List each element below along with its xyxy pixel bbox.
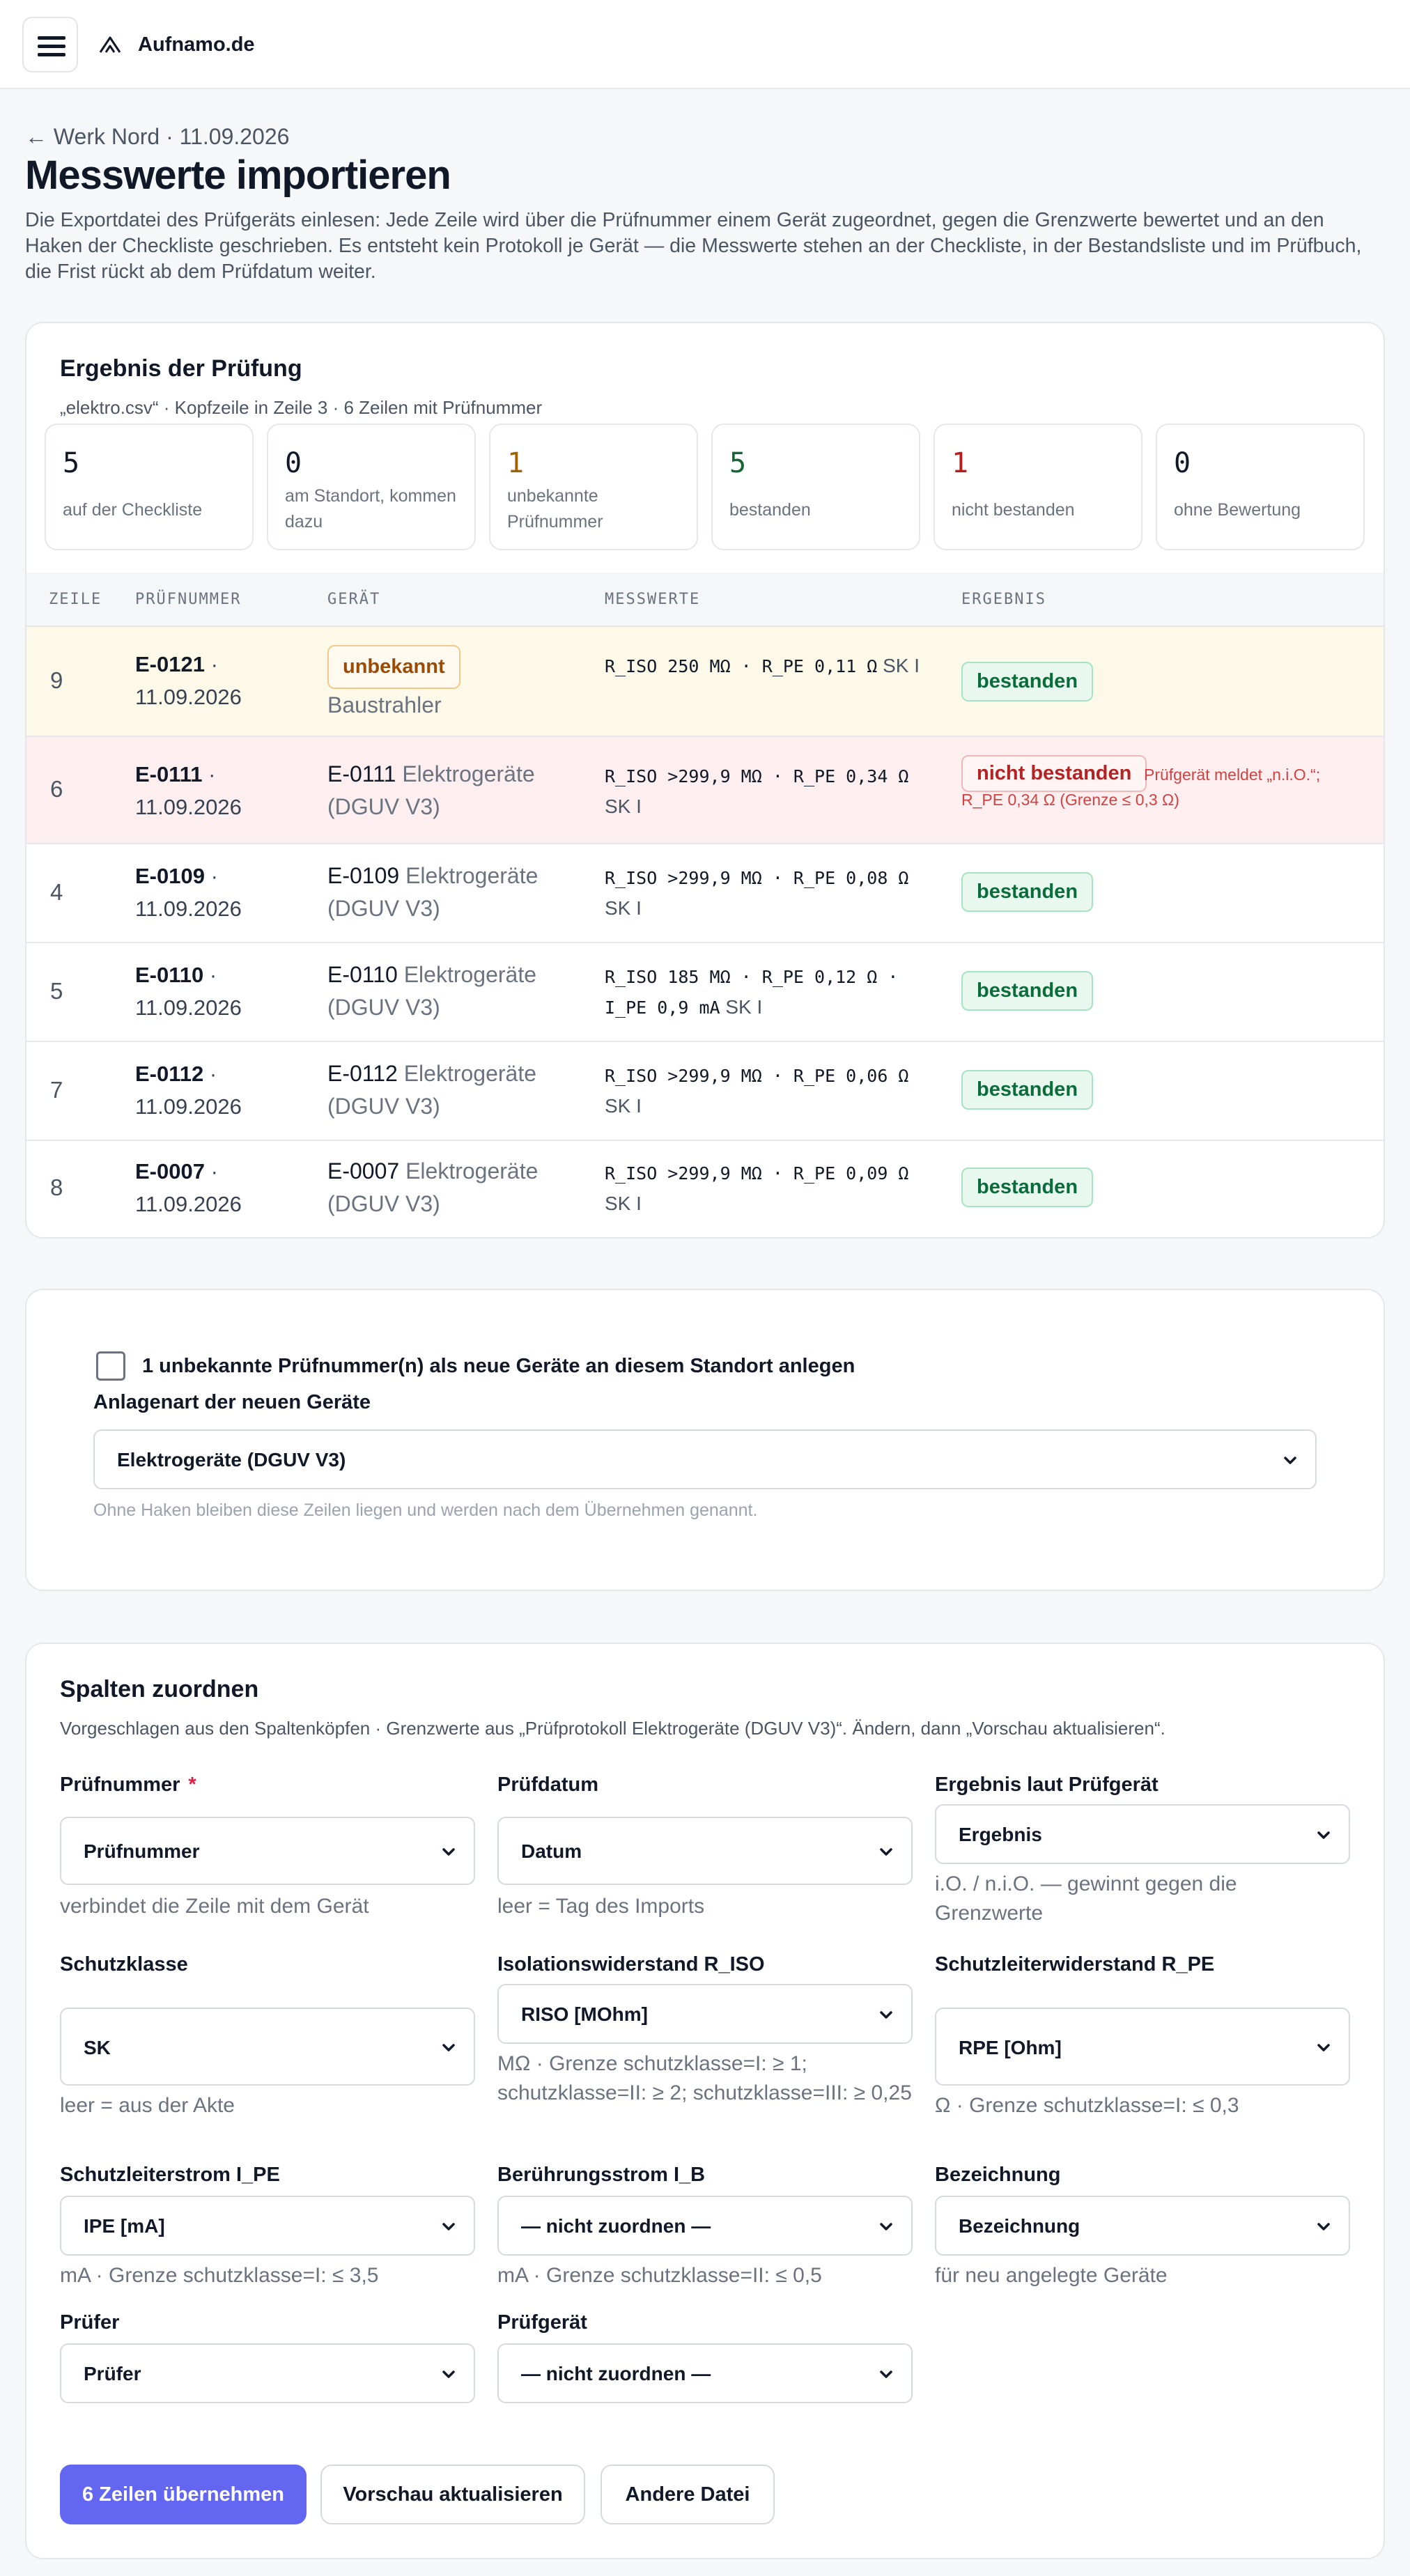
brand-name: Aufnamo.de	[138, 33, 255, 56]
row-result	[961, 1167, 1093, 1207]
field-label-pruefgeraet: Prüfgerät	[497, 2311, 587, 2334]
field-label-ergebnis: Ergebnis laut Prüfgerät	[935, 1774, 1159, 1796]
row-device-id: E-0112	[327, 1061, 398, 1086]
table-row	[26, 1042, 1384, 1141]
select-ergebnis[interactable]	[935, 1804, 1350, 1864]
row-measure-values: R_ISO >299,9 MΩ · R_PE 0,09 Ω	[605, 1163, 909, 1184]
row-measure-values: R_ISO 250 MΩ · R_PE 0,11 Ω	[605, 656, 878, 676]
device-type-label: Anlagenart der neuen Geräte	[93, 1391, 371, 1413]
column-header-number: PRÜFNUMMER	[135, 591, 242, 608]
select-value: Bezeichnung	[959, 2215, 1080, 2237]
required-marker: *	[188, 1774, 196, 1796]
chevron-down-icon	[876, 2005, 896, 2025]
chevron-down-icon	[439, 2217, 458, 2237]
preview-update-button[interactable]: Vorschau aktualisieren	[320, 2465, 585, 2524]
chevron-down-icon	[1314, 2217, 1333, 2237]
stat-label: auf der Checkliste	[63, 500, 203, 520]
submit-rows-button[interactable]: 6 Zeilen übernehmen	[60, 2465, 307, 2524]
row-protection-class: SK I	[605, 1095, 642, 1117]
row-date: · 11.09.2026	[135, 652, 242, 709]
stat-site	[267, 424, 476, 550]
row-line: 5	[50, 978, 63, 1004]
row-number-id: E-0109	[135, 864, 205, 888]
row-protection-class: SK I	[720, 996, 763, 1018]
status-badge: bestanden	[961, 971, 1093, 1011]
field-label-pruefdatum: Prüfdatum	[497, 1774, 598, 1796]
row-result	[961, 872, 1093, 912]
device-type-select[interactable]	[93, 1429, 1317, 1489]
row-device	[327, 1057, 585, 1123]
row-number	[135, 758, 316, 823]
row-device-id: E-0110	[327, 962, 398, 987]
create-devices-label[interactable]: 1 unbekannte Prüfnummer(n) als neue Geräte an diesem Standort anlegen	[142, 1354, 855, 1377]
chevron-down-icon	[876, 2365, 896, 2384]
table-row	[26, 1141, 1384, 1237]
status-badge: bestanden	[961, 1070, 1093, 1110]
row-measure-values: R_ISO >299,9 MΩ · R_PE 0,34 Ω	[605, 766, 909, 786]
table-row	[26, 943, 1384, 1042]
row-number-id: E-0007	[135, 1159, 205, 1184]
row-number-id: E-0121	[135, 652, 205, 676]
select-pruefdatum[interactable]	[497, 1817, 913, 1885]
menu-button[interactable]	[22, 17, 78, 72]
row-line: 6	[50, 776, 63, 802]
brand[interactable]	[98, 31, 255, 59]
mapping-title: Spalten zuordnen	[60, 1676, 259, 1702]
table-row	[26, 737, 1384, 844]
stat-failed	[933, 424, 1142, 550]
row-device	[327, 959, 585, 1024]
select-pruefer[interactable]	[60, 2343, 475, 2403]
chevron-down-icon	[1314, 2038, 1333, 2058]
row-result	[961, 662, 1093, 701]
row-number	[135, 860, 316, 925]
row-protection-class: SK I	[605, 1193, 642, 1214]
row-device-id: E-0109	[327, 863, 400, 888]
row-line: 7	[50, 1077, 63, 1103]
chevron-down-icon	[876, 2217, 896, 2237]
row-device	[327, 758, 585, 823]
stat-label: nicht bestanden	[952, 500, 1075, 520]
row-line: 4	[50, 879, 63, 905]
hint-riso: MΩ · Grenze schutzklasse=I: ≥ 1; schutzklasse=II: ≥ 2; schutzklasse=III: ≥ 0,25	[497, 2052, 912, 2104]
row-measurements	[605, 1158, 932, 1218]
row-result	[961, 971, 1093, 1011]
chevron-down-icon	[1314, 1826, 1333, 1845]
select-value: IPE [mA]	[84, 2215, 165, 2237]
unknown-badge: unbekannt	[327, 645, 460, 689]
row-measure-values: R_ISO 185 MΩ · R_PE 0,12 Ω · I_PE 0,9 mA	[605, 967, 899, 1018]
row-measure-values: R_ISO >299,9 MΩ · R_PE 0,08 Ω	[605, 868, 909, 888]
row-device-type: Baustrahler	[327, 692, 442, 717]
row-protection-class: SK I	[877, 655, 920, 676]
row-device	[327, 645, 585, 722]
checkbox-icon[interactable]	[96, 1351, 125, 1381]
select-bezeichnung[interactable]	[935, 2196, 1350, 2256]
page-title: Messwerte importieren	[25, 153, 451, 198]
row-measurements	[605, 862, 932, 923]
column-header-result: ERGEBNIS	[961, 591, 1046, 608]
select-value: RISO [MOhm]	[521, 2003, 648, 2025]
select-riso[interactable]	[497, 1984, 913, 2044]
field-label-riso: Isolationswiderstand R_ISO	[497, 1953, 765, 1976]
select-value: Datum	[521, 1840, 582, 1862]
stat-value: 5	[729, 447, 747, 479]
row-number-id: E-0111	[135, 762, 203, 786]
status-badge: bestanden	[961, 1167, 1093, 1207]
top-bar	[0, 0, 1410, 89]
row-fail-note	[961, 762, 1351, 812]
row-device-type: Elektrogeräte (DGUV V3)	[327, 1158, 539, 1216]
column-header-line: ZEILE	[49, 591, 102, 608]
row-device-id: E-0111	[327, 761, 396, 786]
mountain-logo-icon	[98, 32, 123, 57]
field-label-rpe: Schutzleiterwiderstand R_PE	[935, 1953, 1215, 1976]
row-protection-class: SK I	[605, 897, 642, 919]
table-row	[26, 627, 1384, 737]
select-value: Prüfer	[84, 2363, 141, 2384]
row-measure-values: R_ISO >299,9 MΩ · R_PE 0,06 Ω	[605, 1066, 909, 1086]
breadcrumb[interactable]: ← Werk Nord · 11.09.2026	[25, 124, 290, 149]
field-label-schutzklasse: Schutzklasse	[60, 1953, 188, 1976]
hint-bezeichnung: für neu angelegte Geräte	[935, 2264, 1168, 2287]
select-rpe[interactable]	[935, 2008, 1350, 2086]
select-value: Ergebnis	[959, 1824, 1042, 1845]
stat-label: unbekannte Prüfnummer	[507, 486, 603, 532]
stat-value: 5	[63, 447, 80, 479]
row-device-type: Elektrogeräte (DGUV V3)	[327, 1061, 537, 1119]
row-number	[135, 959, 316, 1024]
chevron-down-icon	[876, 1842, 896, 1862]
chevron-down-icon	[439, 2365, 458, 2384]
row-date: · 11.09.2026	[135, 963, 242, 1020]
row-measurements	[605, 961, 932, 1023]
hint-ib: mA · Grenze schutzklasse=II: ≤ 0,5	[497, 2264, 822, 2287]
field-label-pruefnummer	[60, 1774, 196, 1797]
field-label-ipe: Schutzleiterstrom I_PE	[60, 2164, 280, 2186]
row-number-id: E-0110	[135, 963, 204, 987]
hint-ergebnis: i.O. / n.i.O. — gewinnt gegen die Grenzwerte	[935, 1872, 1237, 1925]
stat-value: 0	[285, 447, 302, 479]
status-badge: bestanden	[961, 872, 1093, 912]
stat-checklist	[45, 424, 254, 550]
row-device-type: Elektrogeräte (DGUV V3)	[327, 962, 537, 1020]
stat-unknown	[489, 424, 698, 550]
row-measurements	[605, 1060, 932, 1121]
row-protection-class: SK I	[605, 796, 642, 817]
hint-rpe: Ω · Grenze schutzklasse=I: ≤ 0,3	[935, 2094, 1239, 2117]
status-badge: bestanden	[961, 662, 1093, 701]
select-value: — nicht zuordnen —	[521, 2363, 711, 2384]
result-subtitle: „elektro.csv“ · Kopfzeile in Zeile 3 · 6 Zeilen mit Prüfnummer	[60, 397, 543, 418]
stat-label: am Standort, kommen dazu	[285, 486, 456, 532]
status-badge: nicht bestanden	[961, 755, 1147, 792]
row-measurements	[605, 651, 932, 681]
stat-unrated	[1156, 424, 1365, 550]
row-device	[327, 860, 585, 925]
select-schutzklasse[interactable]	[60, 2008, 475, 2086]
chevron-down-icon	[439, 1842, 458, 1862]
row-result	[961, 1070, 1093, 1110]
select-value: — nicht zuordnen —	[521, 2215, 711, 2237]
stat-value: 1	[952, 447, 969, 479]
row-date: · 11.09.2026	[135, 864, 242, 921]
create-devices-toggle[interactable]	[96, 1351, 855, 1381]
row-device-type: Elektrogeräte (DGUV V3)	[327, 863, 539, 921]
chevron-down-icon	[439, 2038, 458, 2058]
create-devices-hint: Ohne Haken bleiben diese Zeilen liegen und werden nach dem Übernehmen genannt.	[93, 1500, 758, 1520]
field-label-bezeichnung: Bezeichnung	[935, 2164, 1061, 2186]
field-label-ib: Berührungsstrom I_B	[497, 2164, 706, 2186]
row-device-type: Elektrogeräte (DGUV V3)	[327, 761, 535, 819]
hint-pruefdatum: leer = Tag des Imports	[497, 1895, 705, 1918]
select-value: RPE [Ohm]	[959, 2037, 1062, 2058]
row-line: 9	[50, 667, 63, 693]
stat-value: 0	[1174, 447, 1191, 479]
row-date: · 11.09.2026	[135, 1062, 242, 1119]
stat-label: bestanden	[729, 500, 811, 520]
row-device-id: E-0007	[327, 1158, 400, 1184]
stat-label: ohne Bewertung	[1174, 500, 1301, 520]
field-label-pruefer: Prüfer	[60, 2311, 120, 2334]
fail-note-text: Prüfgerät meldet „n.i.O.“; R_PE 0,34 Ω (Grenze ≤ 0,3 Ω)	[961, 766, 1321, 809]
row-line: 8	[50, 1174, 63, 1200]
mapping-subtitle: Vorgeschlagen aus den Spaltenköpfen · Grenzwerte aus „Prüfprotokoll Elektrogeräte (DGUV V3)“. Ändern, dann „Vorschau aktualisieren“.	[60, 1718, 1165, 1739]
row-number-id: E-0112	[135, 1062, 204, 1086]
other-file-button[interactable]: Andere Datei	[601, 2465, 775, 2524]
row-measurements	[605, 761, 932, 821]
hamburger-icon	[38, 36, 65, 40]
stat-passed	[711, 424, 920, 550]
row-number	[135, 1057, 316, 1123]
hint-schutzklasse: leer = aus der Akte	[60, 2094, 235, 2117]
select-value: Elektrogeräte (DGUV V3)	[117, 1449, 346, 1471]
hint-ipe: mA · Grenze schutzklasse=I: ≤ 3,5	[60, 2264, 379, 2287]
select-pruefgeraet[interactable]	[497, 2343, 913, 2403]
row-date: · 11.09.2026	[135, 762, 242, 819]
table-row	[26, 844, 1384, 943]
column-header-measurements: MESSWERTE	[605, 591, 701, 608]
page-intro: Die Exportdatei des Prüfgeräts einlesen: Jede Zeile wird über die Prüfnummer einem Gerät zugeordnet, gegen die Grenzwerte bewertet und an den Haken der Checkliste geschrieben. Es entsteht kein Protokoll je Gerät — die Messwerte stehen an der Checkliste, in der Bestandsliste und im Prüfbuch, die Frist rückt ab dem Prüfdatum weiter.	[25, 209, 1362, 283]
hint-pruefnummer: verbindet die Zeile mit dem Gerät	[60, 1895, 369, 1918]
select-ipe[interactable]	[60, 2196, 475, 2256]
chevron-down-icon	[1280, 1451, 1300, 1471]
result-title: Ergebnis der Prüfung	[60, 355, 302, 382]
row-number	[135, 1155, 316, 1220]
column-header-device: GERÄT	[327, 591, 381, 608]
select-value: Prüfnummer	[84, 1840, 200, 1862]
select-ib[interactable]	[497, 2196, 913, 2256]
row-number	[135, 648, 316, 713]
table-header	[26, 573, 1384, 627]
row-date: · 11.09.2026	[135, 1159, 242, 1216]
select-pruefnummer[interactable]	[60, 1817, 475, 1885]
label-text: Prüfnummer	[60, 1774, 180, 1796]
row-device	[327, 1155, 585, 1220]
select-value: SK	[84, 2037, 111, 2058]
stat-value: 1	[507, 447, 525, 479]
